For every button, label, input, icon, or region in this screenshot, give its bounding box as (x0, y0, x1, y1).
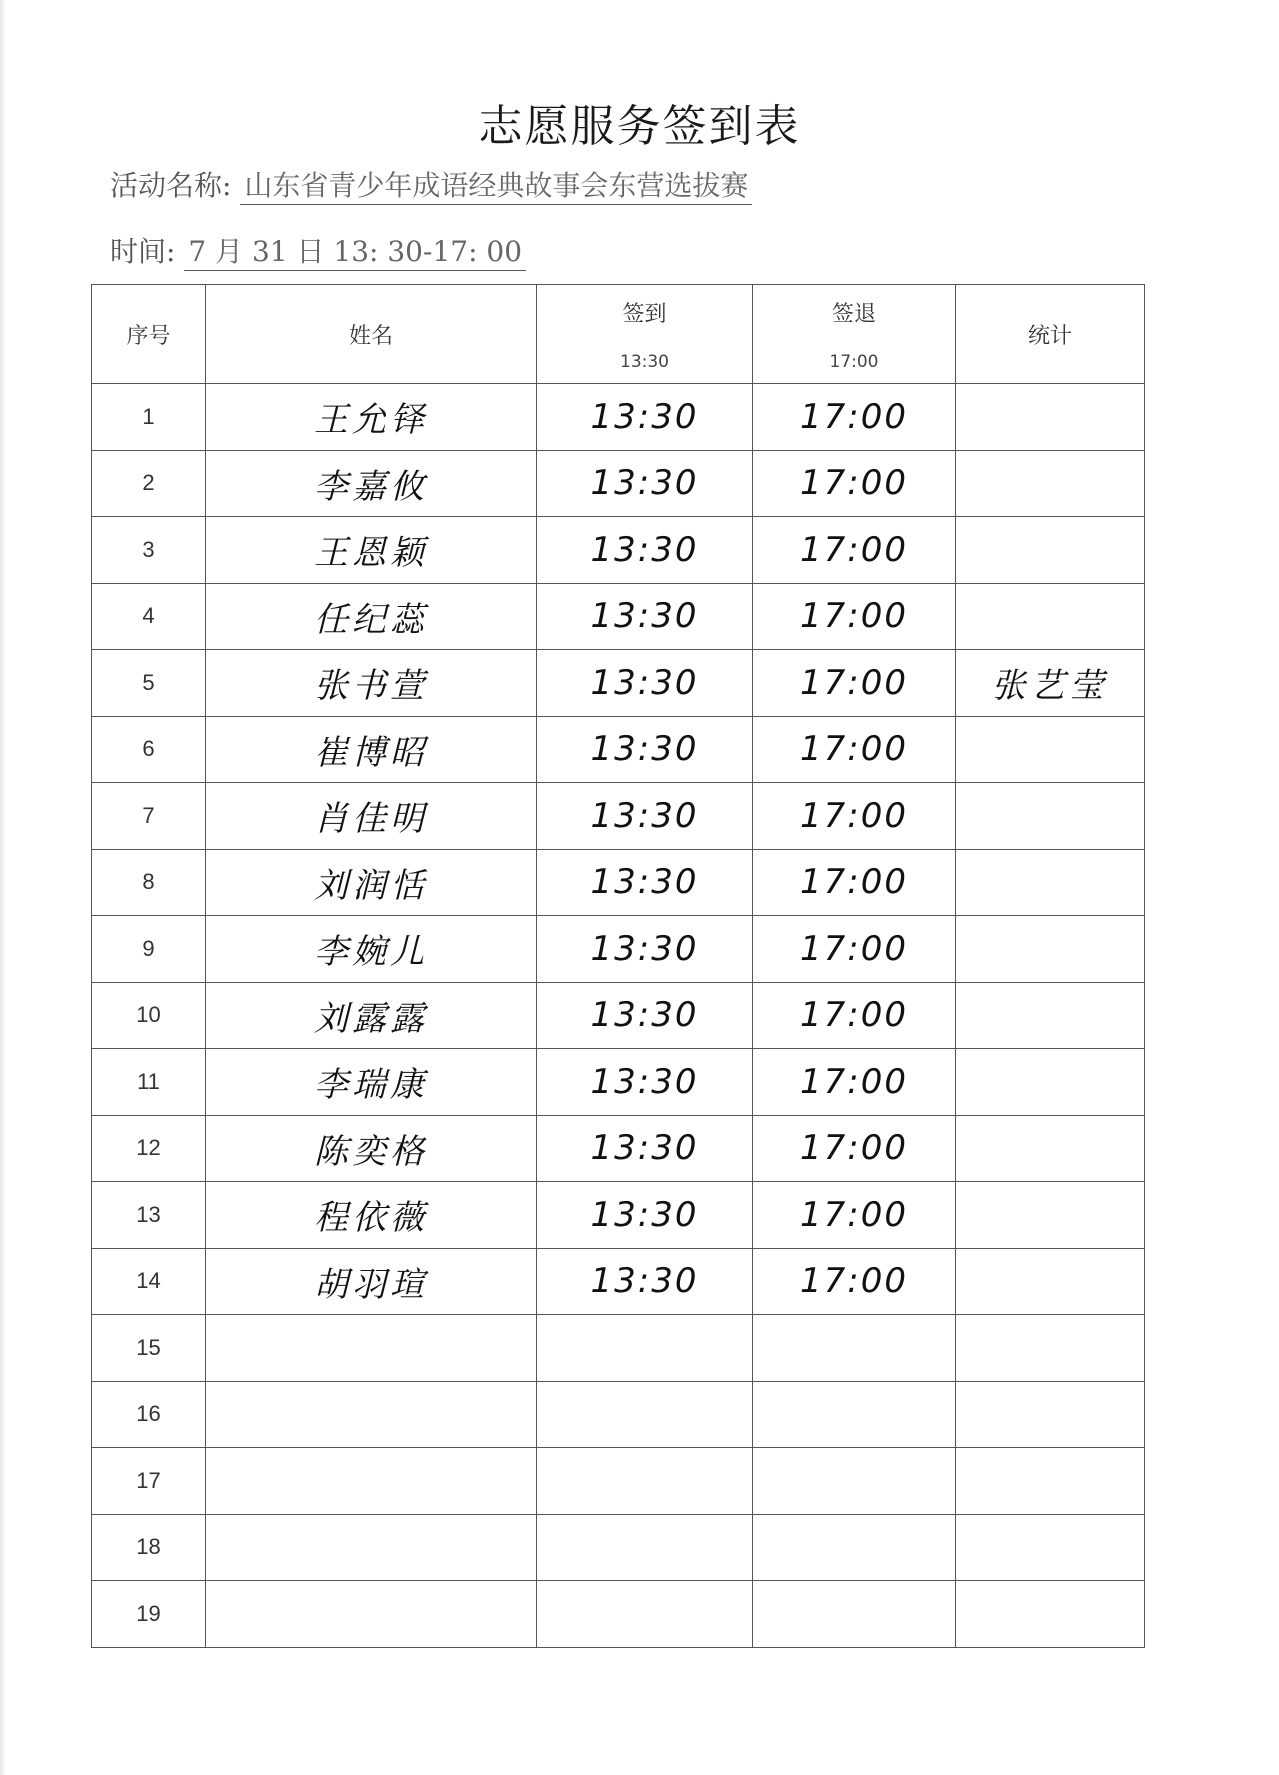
table-row (92, 1115, 1145, 1182)
row-number: 3 (92, 517, 206, 584)
volunteer-name (206, 1581, 537, 1648)
stat-note (956, 783, 1145, 850)
volunteer-name: 肖佳明 (206, 783, 537, 850)
volunteer-name: 程依薇 (206, 1182, 537, 1249)
activity-label: 活动名称: (110, 169, 232, 202)
signin-time: 13:30 (537, 384, 753, 451)
signin-time: 13:30 (537, 916, 753, 983)
signin-time: 13:30 (537, 1115, 753, 1182)
stat-note: 张艺莹 (956, 650, 1145, 717)
row-number: 4 (92, 583, 206, 650)
stat-note (956, 1581, 1145, 1648)
signout-time: 17:00 (753, 517, 956, 584)
row-number: 10 (92, 982, 206, 1049)
row-number: 7 (92, 783, 206, 850)
volunteer-name: 王允铎 (206, 384, 537, 451)
row-number: 5 (92, 650, 206, 717)
table-row (92, 1381, 1145, 1448)
sign-in-table (91, 284, 1145, 1648)
signin-time: 13:30 (537, 1182, 753, 1249)
stat-note (956, 916, 1145, 983)
row-number: 18 (92, 1514, 206, 1581)
stat-note (956, 1182, 1145, 1249)
volunteer-name: 李瑞康 (206, 1049, 537, 1116)
signout-time: 17:00 (753, 849, 956, 916)
time-value: 7 月 31 日 13: 30-17: 00 (184, 235, 526, 271)
row-number: 2 (92, 450, 206, 517)
header-name: 姓名 (206, 285, 537, 384)
time-label: 时间: (110, 235, 176, 268)
signin-time (537, 1581, 753, 1648)
volunteer-name (206, 1315, 537, 1382)
table-row (92, 1248, 1145, 1315)
volunteer-name (206, 1448, 537, 1515)
signout-time (753, 1315, 956, 1382)
table-row (92, 583, 1145, 650)
table-row (92, 1581, 1145, 1648)
table-row (92, 1448, 1145, 1515)
signin-time (537, 1315, 753, 1382)
signout-time: 17:00 (753, 1049, 956, 1116)
header-no: 序号 (92, 285, 206, 384)
row-number: 15 (92, 1315, 206, 1382)
row-number: 1 (92, 384, 206, 451)
signout-time: 17:00 (753, 650, 956, 717)
volunteer-name: 王恩颖 (206, 517, 537, 584)
table-row (92, 1514, 1145, 1581)
signin-time: 13:30 (537, 1049, 753, 1116)
volunteer-name (206, 1381, 537, 1448)
stat-note (956, 517, 1145, 584)
header-signin (537, 285, 753, 384)
signout-time: 17:00 (753, 384, 956, 451)
signout-time (753, 1514, 956, 1581)
stat-note (956, 1514, 1145, 1581)
table-row (92, 1049, 1145, 1116)
stat-note (956, 982, 1145, 1049)
table-header-row (92, 285, 1145, 384)
signin-time: 13:30 (537, 583, 753, 650)
signout-time (753, 1381, 956, 1448)
row-number: 16 (92, 1381, 206, 1448)
signout-time: 17:00 (753, 450, 956, 517)
page-title: 志愿服务签到表 (478, 101, 801, 152)
row-number: 13 (92, 1182, 206, 1249)
row-number: 9 (92, 916, 206, 983)
signout-time (753, 1448, 956, 1515)
signout-time (753, 1581, 956, 1648)
volunteer-name: 刘露露 (206, 982, 537, 1049)
header-signin-label: 签到 (622, 301, 667, 327)
stat-note (956, 583, 1145, 650)
row-number: 6 (92, 716, 206, 783)
stat-note (956, 1315, 1145, 1382)
activity-value: 山东省青少年成语经典故事会东营选拔赛 (240, 169, 752, 205)
volunteer-name: 李嘉攸 (206, 450, 537, 517)
volunteer-name: 陈奕格 (206, 1115, 537, 1182)
signout-time: 17:00 (753, 1115, 956, 1182)
signin-time (537, 1381, 753, 1448)
table-row (92, 384, 1145, 451)
signout-time: 17:00 (753, 583, 956, 650)
stat-note (956, 384, 1145, 451)
table-row (92, 982, 1145, 1049)
header-signout (753, 285, 956, 384)
row-number: 19 (92, 1581, 206, 1648)
volunteer-name: 张书萱 (206, 650, 537, 717)
stat-note (956, 1448, 1145, 1515)
volunteer-name: 刘润恬 (206, 849, 537, 916)
signin-time: 13:30 (537, 849, 753, 916)
stat-note (956, 1381, 1145, 1448)
volunteer-name: 任纪蕊 (206, 583, 537, 650)
signin-time: 13:30 (537, 1248, 753, 1315)
signin-time: 13:30 (537, 982, 753, 1049)
signin-time: 13:30 (537, 783, 753, 850)
volunteer-name: 李婉儿 (206, 916, 537, 983)
row-number: 11 (92, 1049, 206, 1116)
table-row (92, 1315, 1145, 1382)
table-row (92, 783, 1145, 850)
row-number: 12 (92, 1115, 206, 1182)
stat-note (956, 450, 1145, 517)
volunteer-name (206, 1514, 537, 1581)
volunteer-name: 胡羽瑄 (206, 1248, 537, 1315)
signin-time (537, 1448, 753, 1515)
signout-time: 17:00 (753, 982, 956, 1049)
stat-note (956, 1115, 1145, 1182)
table-row (92, 650, 1145, 717)
header-signin-time: 13:30 (620, 351, 669, 372)
table-row (92, 450, 1145, 517)
table-row (92, 1182, 1145, 1249)
row-number: 14 (92, 1248, 206, 1315)
table-row (92, 916, 1145, 983)
signin-time: 13:30 (537, 450, 753, 517)
row-number: 8 (92, 849, 206, 916)
stat-note (956, 1248, 1145, 1315)
signout-time: 17:00 (753, 1182, 956, 1249)
time-line (110, 230, 526, 270)
signin-time (537, 1514, 753, 1581)
signin-time: 13:30 (537, 517, 753, 584)
signout-time: 17:00 (753, 783, 956, 850)
signout-time: 17:00 (753, 716, 956, 783)
paper-edge (0, 0, 6, 1775)
row-number: 17 (92, 1448, 206, 1515)
stat-note (956, 1049, 1145, 1116)
signout-time: 17:00 (753, 1248, 956, 1315)
signout-time: 17:00 (753, 916, 956, 983)
header-signout-time: 17:00 (829, 351, 879, 372)
stat-note (956, 849, 1145, 916)
activity-line (110, 164, 752, 204)
stat-note (956, 716, 1145, 783)
header-stat: 统计 (956, 285, 1145, 384)
table-row (92, 849, 1145, 916)
table-row (92, 517, 1145, 584)
signin-time: 13:30 (537, 716, 753, 783)
signin-time: 13:30 (537, 650, 753, 717)
header-signout-label: 签退 (831, 301, 876, 327)
table-row (92, 716, 1145, 783)
volunteer-name: 崔博昭 (206, 716, 537, 783)
